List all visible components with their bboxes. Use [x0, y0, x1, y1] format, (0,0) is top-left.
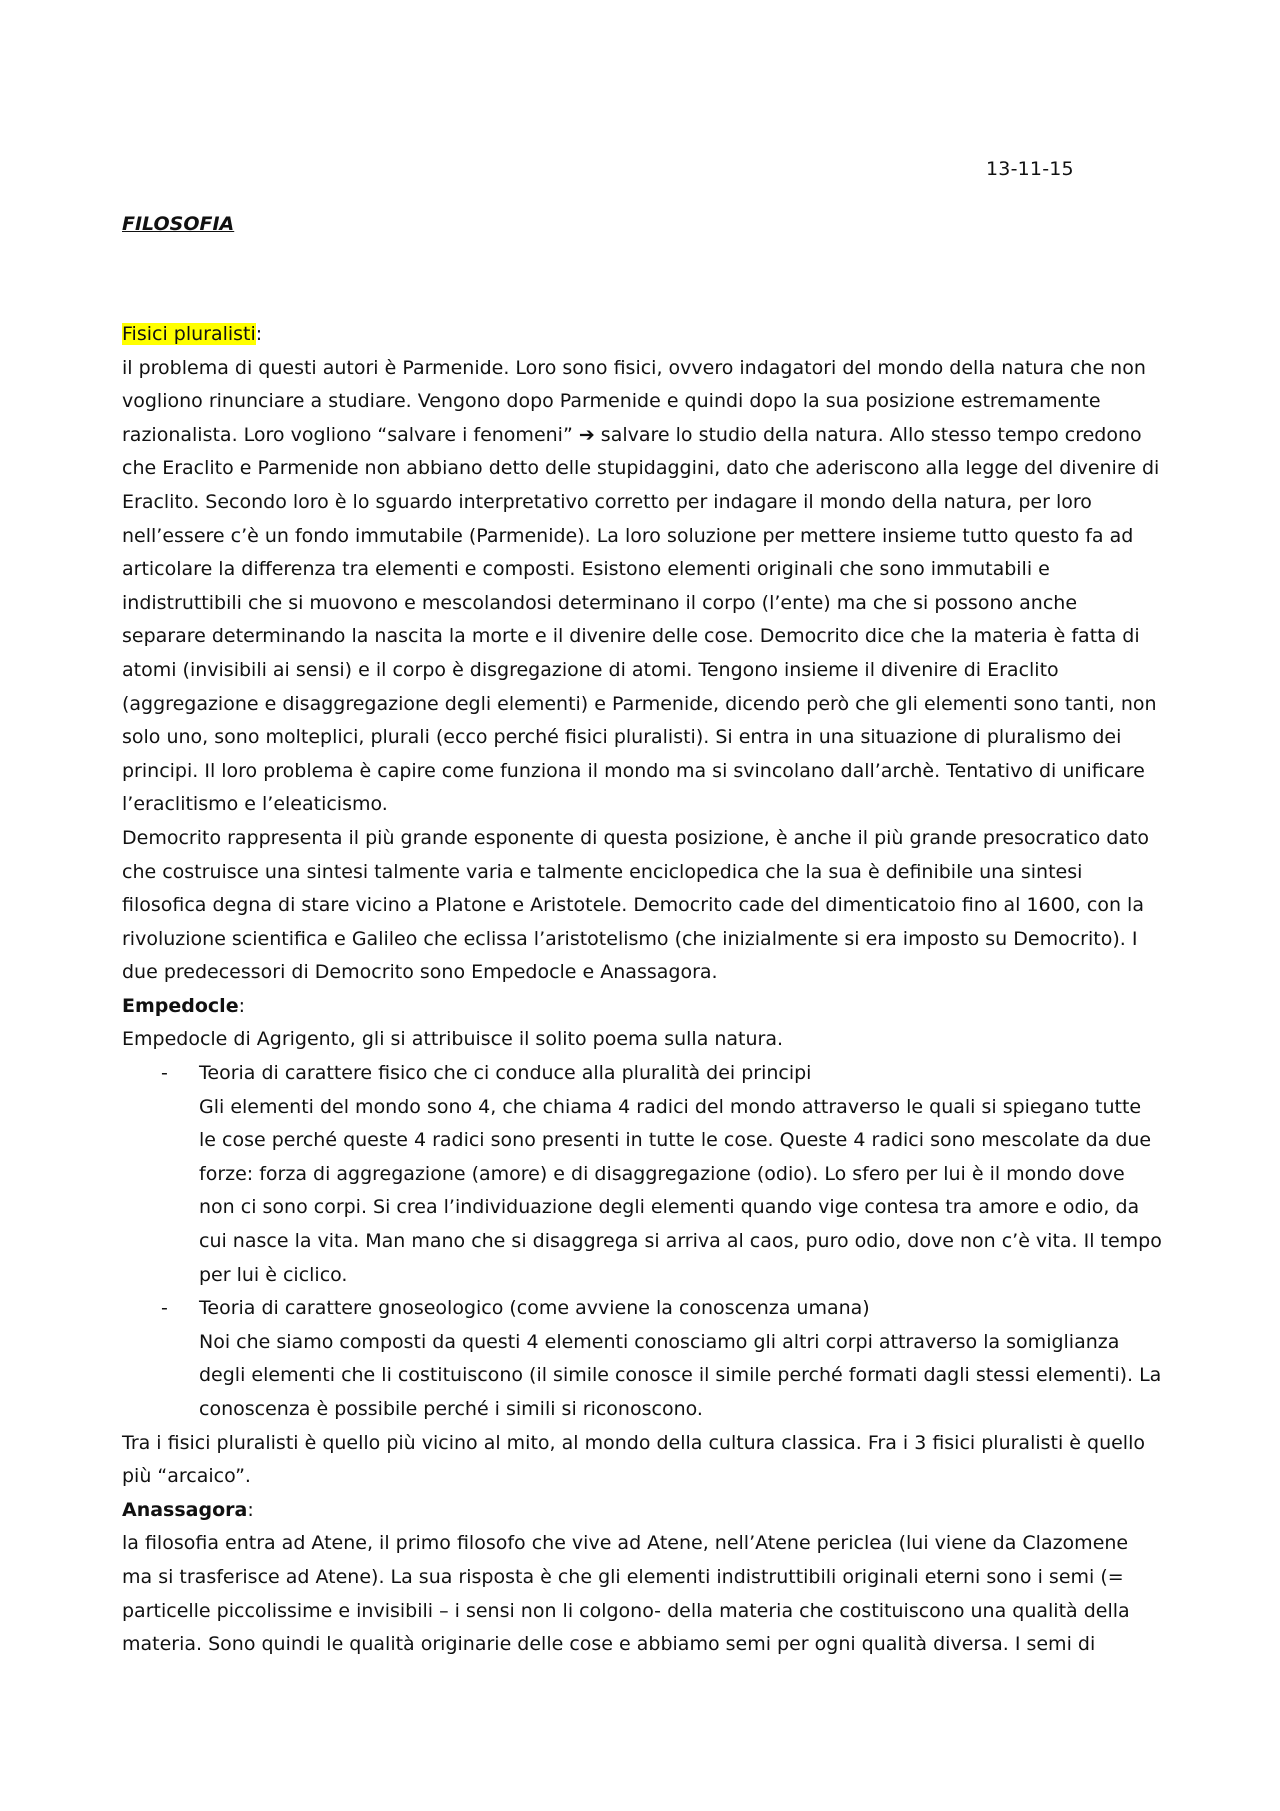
empedocle-heading	[122, 990, 1162, 1024]
empedocle-heading-text: Empedocle	[122, 994, 239, 1017]
document-date: 13-11-15	[986, 158, 1074, 180]
list-dash: -	[161, 1062, 168, 1085]
heading-colon: :	[255, 323, 263, 345]
section-heading	[122, 318, 1162, 352]
list-dash: -	[161, 1297, 168, 1320]
document-title: FILOSOFIA	[122, 213, 235, 235]
list-item	[122, 1057, 1162, 1292]
anassagora-heading	[122, 1494, 1162, 1528]
list-item	[122, 1292, 1162, 1426]
empedocle-heading-colon: :	[238, 994, 245, 1017]
democrito-paragraph: Democrito rappresenta il più grande esponente di questa posizione, è anche il più grande presocratico dato che costruisce una sintesi talmente varia e talmente enciclopedica che la sua è definibile una sintesi filosofica degna di stare vicino a Platone e Aristotele. Democrito cade del dimenticatoio fino al 1600, con la rivoluzione scientifica e Galileo che eclissa l’aristotelismo (che inizialmente si era imposto su Democrito). I due predecessori di Democrito sono Empedocle e Anassagora.	[122, 826, 1150, 984]
anassagora-heading-text: Anassagora	[122, 1498, 248, 1521]
bullet-title: Teoria di carattere gnoseologico (come avviene la conoscenza umana)	[199, 1297, 870, 1320]
anassagora-paragraph: la filosofia entra ad Atene, il primo filosofo che vive ad Atene, nell’Atene periclea (lui viene da Clazomene ma si trasferisce ad Atene). La sua risposta è che gli elementi indistruttibili originali eterni sono i semi (= particelle piccolissime e invisibili – i sensi non li colgono- della materia che costituiscono una qualità della materia. Sono quindi le qualità originarie delle cose e abbiamo semi per ogni qualità diversa. I semi di	[122, 1532, 1130, 1656]
bullet-text: Gli elementi del mondo sono 4, che chiama 4 radici del mondo attraverso le quali si spiegano tutte le cose perché queste 4 radici sono presenti in tutte le cose. Queste 4 radici sono mescolate da due forze: forza di aggregazione (amore) e di disaggregazione (odio). Lo sfero per lui è il mondo dove non ci sono corpi. Si crea l’individuazione degli elementi quando vige contesa tra amore e odio, da cui nasce la vita. Man mano che si disaggrega si arriva al caos, puro odio, dove non c’è vita. Il tempo per lui è ciclico.	[199, 1095, 1162, 1286]
bullet-text: Noi che siamo composti da questi 4 elementi conosciamo gli altri corpi attraverso la somiglianza degli elementi che li costituiscono (il simile conosce il simile perché formati dagli stessi elementi). La conoscenza è possibile perché i simili si riconoscono.	[199, 1330, 1162, 1420]
highlighted-heading: Fisici pluralisti	[122, 323, 256, 345]
empedocle-theories-list	[122, 1057, 1162, 1427]
anassagora-heading-colon: :	[247, 1498, 254, 1521]
document-body	[122, 318, 1162, 1662]
empedocle-intro: Empedocle di Agrigento, gli si attribuisce il solito poema sulla natura.	[122, 1028, 784, 1051]
bullet-title: Teoria di carattere fisico che ci conduce alla pluralità dei principi	[199, 1062, 812, 1085]
pluralisti-note: Tra i fisici pluralisti è quello più vicino al mito, al mondo della cultura classica. Fra i 3 fisici pluralisti è quello più “arcaico”.	[122, 1431, 1145, 1488]
intro-paragraph: il problema di questi autori è Parmenide. Loro sono fisici, ovvero indagatori del mondo della natura che non vogliono rinunciare a studiare. Vengono dopo Parmenide e quindi dopo la sua posizione estremamente razionalista. Loro vogliono “salvare i fenomeni” ➔ salvare lo studio della natura. Allo stesso tempo credono che Eraclito e Parmenide non abbiano detto delle stupidaggini, dato che aderiscono alla legge del divenire di Eraclito. Secondo loro è lo sguardo interpretativo corretto per indagare il mondo della natura, per loro nell’essere c’è un fondo immutabile (Parmenide). La loro soluzione per mettere insieme tutto questo fa ad articolare la differenza tra elementi e composti. Esistono elementi originali che sono immutabili e indistruttibili che si muovono e mescolandosi determinano il corpo (l’ente) ma che si possono anche separare determinando la nascita la morte e il divenire delle cose. Democrito dice che la materia è fatta di atomi (invisibili ai sensi) e il corpo è disgregazione di atomi. Tengono insieme il divenire di Eraclito (aggregazione e disaggregazione degli elementi) e Parmenide, dicendo però che gli elementi sono tanti, non solo uno, sono molteplici, plurali (ecco perché fisici pluralisti). Si entra in una situazione di pluralismo dei principi. Il loro problema è capire come funziona il mondo ma si svincolano dall’archè. Tentativo di unificare l’eraclitismo e l’eleaticismo.	[122, 356, 1160, 816]
